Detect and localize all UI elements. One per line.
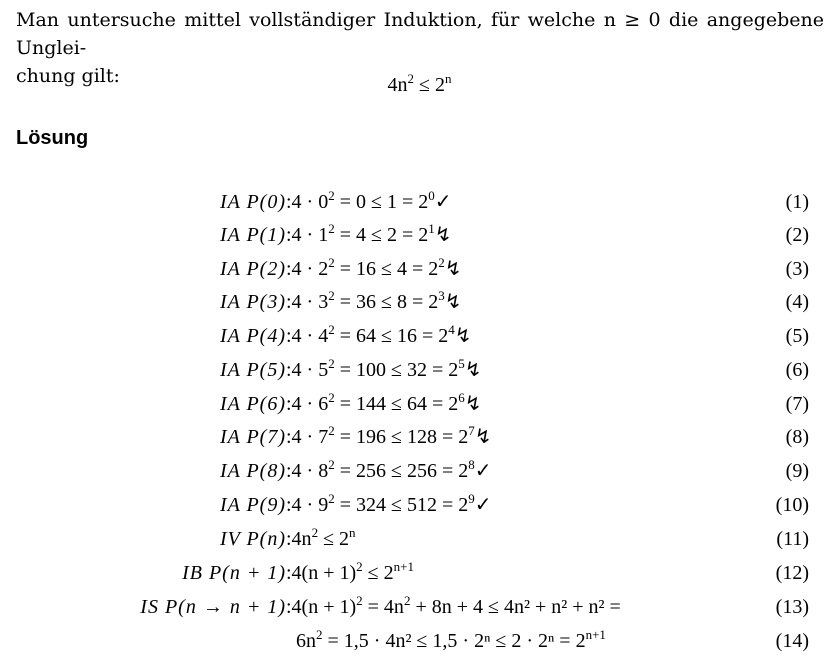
equation-row [0,320,839,352]
equation-mark: ↯ [444,291,462,313]
equation-term: = 256 ≤ 256 = 2 [334,460,469,482]
display-formula-mid: ≤ 2 [414,74,445,96]
equation-exponent: 7 [468,423,475,438]
equation-row [0,388,839,420]
equation-term: :4 · 4 [286,325,329,347]
equation-number: (6) [785,359,809,381]
equation-body [286,286,462,318]
equation-exponent: 2 [438,255,445,270]
display-formula-base: 4n [387,74,408,96]
equation-number: (5) [785,325,809,347]
equation-row [0,286,839,318]
equation-mark: ↯ [464,393,482,415]
equation-number: (2) [785,224,809,246]
equation-exponent: 5 [458,356,465,371]
display-formula-exp1: 2 [407,71,414,86]
equation-exponent: 2 [328,322,335,337]
equation-term: = 100 ≤ 32 = 2 [334,359,459,381]
equation-body [286,455,492,487]
equation-term: :4n [286,528,312,550]
equation-number: (9) [785,460,809,482]
equation-body [286,523,356,555]
equation-number: (10) [775,494,809,516]
equation-exponent: 2 [311,525,319,540]
equation-term: :4 · 6 [286,393,329,415]
equation-mark: ✓ [474,494,492,516]
equation-mark: ↯ [464,359,482,381]
equation-mark: ↯ [454,325,472,347]
equation-label: IA P(3) [219,291,286,313]
equation-term: = 64 ≤ 16 = 2 [334,325,449,347]
equation-term: = 36 ≤ 8 = 2 [334,291,439,313]
equation-term: = 16 ≤ 4 = 2 [334,258,439,280]
equation-body [286,186,452,218]
equation-row [0,591,839,623]
equation-body [286,489,492,521]
intro-line-2: chung gilt: [16,65,120,87]
equation-row [0,455,839,487]
equation-term: 6n [296,630,316,652]
equation-label: IA P(0) [219,191,286,213]
equation-exponent: 2 [328,390,335,405]
equation-number: (12) [775,562,809,584]
equation-mark: ↯ [444,258,462,280]
equation-exponent: 1 [428,221,435,236]
equation-label: IA P(1) [219,224,286,246]
equation-label: IA P(4) [219,325,286,347]
equation-exponent: 2 [328,457,335,472]
equation-exponent: 2 [328,255,335,270]
equation-term: :4(n + 1) [286,562,357,584]
equation-term: :4 · 0 [286,191,329,213]
equation-exponent: 4 [448,322,455,337]
equation-term: :4 · 2 [286,258,329,280]
equation-number: (8) [785,426,809,448]
equation-term: = 4n [362,596,404,618]
equation-exponent: 2 [328,423,335,438]
equation-exponent: 2 [328,288,335,303]
equation-term: :4 · 9 [286,494,329,516]
equation-mark: ✓ [434,191,452,213]
equation-exponent: 2 [328,188,335,203]
equation-body [286,219,452,251]
equation-body [286,421,492,453]
intro-line-1: Man untersuche mittel vollständiger Induktion, für welche n ≥ 0 die angegebene Unglei- [16,9,824,59]
equation-exponent: 2 [356,593,363,608]
equation-label: IB P(n + 1) [182,562,286,584]
equation-body [286,591,621,623]
equation-body [286,557,414,589]
equation-exponent: 9 [468,491,475,506]
equation-number: (13) [775,596,809,618]
equation-term: ≤ 2 [362,562,394,584]
equation-row [0,186,839,218]
equation-row [0,625,839,657]
equation-number: (7) [785,393,809,415]
equation-row [0,253,839,285]
equation-number: (11) [776,528,809,550]
equation-row [0,523,839,555]
equation-mark: ↯ [434,224,452,246]
equation-number: (14) [775,630,809,652]
equation-term: :4 · 3 [286,291,329,313]
equation-term: = 0 ≤ 1 = 2 [334,191,429,213]
equation-term: = 4 ≤ 2 = 2 [334,224,429,246]
equation-term: :4 · 8 [286,460,329,482]
equation-exponent: 3 [438,288,445,303]
equation-body [286,388,482,420]
equation-body [286,253,462,285]
equation-term: :4 · 1 [286,224,329,246]
equation-exponent: n+1 [393,559,414,574]
equation-row [0,489,839,521]
equation-term: = 1,5 · 4n² ≤ 1,5 · 2ⁿ ≤ 2 · 2ⁿ = 2 [322,630,586,652]
equation-exponent: 2 [403,593,411,608]
equation-term: ≤ 2 [318,528,350,550]
equation-label: IS P(n → n + 1) [140,596,286,618]
equation-body [286,354,482,386]
equation-number: (1) [785,191,809,213]
equation-term: = 324 ≤ 512 = 2 [334,494,469,516]
equation-body [286,320,472,352]
equation-term: :4 · 5 [286,359,329,381]
equation-body [296,625,606,657]
equation-label: IA P(5) [219,359,286,381]
equation-term: = 196 ≤ 128 = 2 [334,426,469,448]
equation-number: (4) [785,291,809,313]
equation-row [0,354,839,386]
equation-label: IA P(9) [219,494,286,516]
equation-exponent: 2 [328,491,335,506]
equation-exponent: 0 [428,188,435,203]
solution-heading: Lösung [16,127,89,149]
equation-term: :4 · 7 [286,426,329,448]
equation-label: IA P(8) [219,460,286,482]
equation-label: IA P(6) [219,393,286,415]
equation-exponent: 6 [458,390,465,405]
equation-mark: ↯ [474,426,492,448]
equation-exponent: n [349,525,356,540]
equation-label: IA P(7) [219,426,286,448]
equation-exponent: 2 [316,627,323,642]
display-formula-exp2: n [444,71,452,86]
equation-row [0,557,839,589]
equation-mark: + 8n + 4 ≤ 4n² + n² + n² = [410,596,621,618]
equation-row [0,421,839,453]
equation-exponent: 8 [468,457,475,472]
equation-label: IV P(n) [219,528,286,550]
equation-label: IA P(2) [219,258,286,280]
equation-exponent: n+1 [585,627,606,642]
equation-mark: ✓ [474,460,492,482]
equation-term: = 144 ≤ 64 = 2 [334,393,459,415]
equation-exponent: 2 [328,356,335,371]
display-formula [0,71,839,97]
equation-number: (3) [785,258,809,280]
equation-exponent: 2 [356,559,363,574]
equation-exponent: 2 [328,221,335,236]
equation-row [0,219,839,251]
equation-term: :4(n + 1) [286,596,357,618]
